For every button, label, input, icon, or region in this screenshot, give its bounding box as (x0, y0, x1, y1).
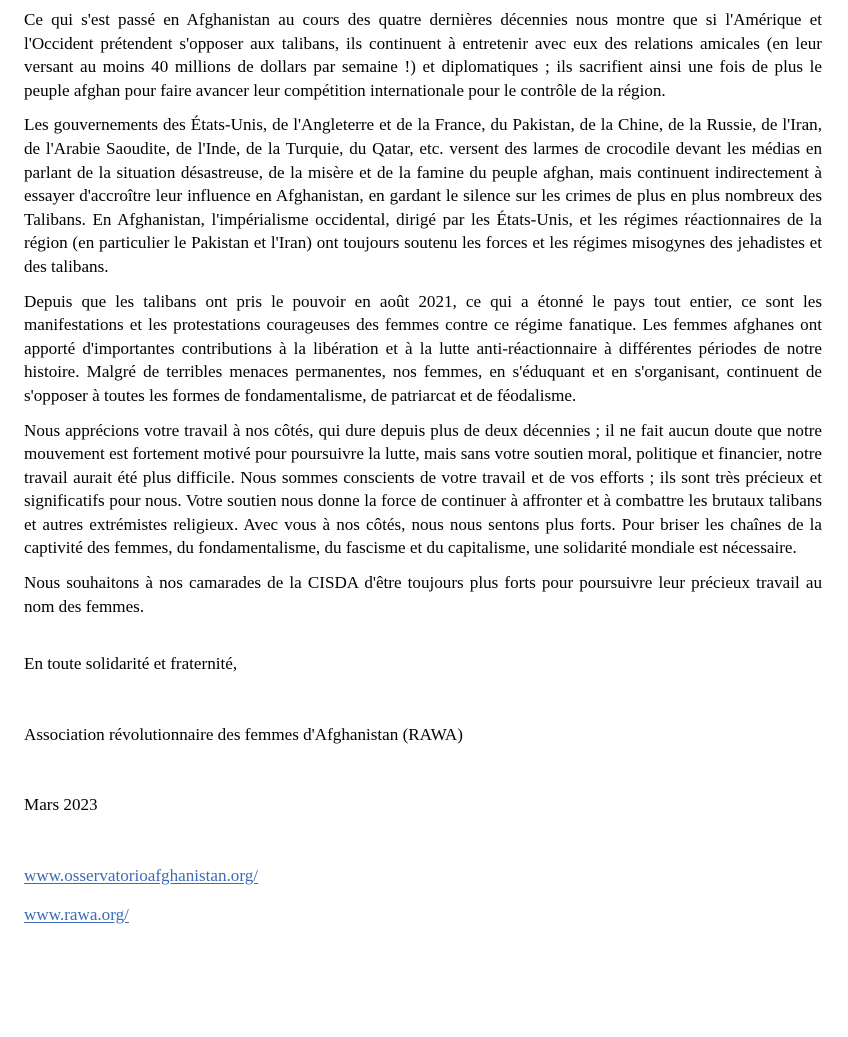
closing-date: Mars 2023 (24, 795, 98, 815)
link-line-osservatorio (24, 864, 822, 889)
link-line-rawa (24, 903, 822, 928)
paragraph-5: Nous souhaitons à nos camarades de la CISDA d'être toujours plus forts pour poursuivre leur précieux travail au nom des femmes. (24, 573, 822, 616)
closing-salutation: En toute solidarité et fraternité, (24, 654, 238, 674)
closing-block (24, 652, 822, 817)
link-rawa[interactable]: www.rawa.org/ (24, 904, 129, 924)
link-osservatorioafghanistan[interactable]: www.osservatorioafghanistan.org/ (24, 866, 259, 886)
closing-signature: Association révolutionnaire des femmes d'Afghanistan (RAWA) (24, 724, 463, 744)
paragraph-2: Les gouvernements des États-Unis, de l'Angleterre et de la France, du Pakistan, de la Chine, de la Russie, de l'Iran, de l'Arabie Saoudite, de l'Inde, de la Turquie, du Qatar, etc. versent des larmes de crocodile devant les médias en parlant de la situation désastreuse, de la misère et de la famine du peuple afghan, mais continuent indirectement à essayer d'accroître leur influence en Afghanistan, en gardant le silence sur les crimes de plus en plus nombreux des Talibans. En Afghanistan, l'impérialisme occidental, dirigé par les États-Unis, et les régimes réactionnaires de la région (en particulier le Pakistan et l'Iran) ont toujours soutenu les forces et les régimes misogynes des jehadistes et des talibans. (24, 115, 822, 276)
paragraph-3: Depuis que les talibans ont pris le pouvoir en août 2021, ce qui a étonné le pays tout entier, ce sont les manifestations et les protestations courageuses des femmes contre ce régime fanatique. Les femmes afghanes ont apporté d'importantes contributions à la libération et à la lutte anti-réactionnaire à différentes périodes de notre histoire. Malgré de terribles menaces permanentes, nos femmes, en s'éduquant et en s'organisant, continuent de s'opposer à toutes les formes de fondamentalisme, de patriarcat et de féodalisme. (24, 291, 822, 405)
paragraph-4: Nous apprécions votre travail à nos côtés, qui dure depuis plus de deux décennies ; il ne fait aucun doute que notre mouvement est fortement motivé pour poursuivre la lutte, mais sans votre soutien moral, politique et financier, notre travail aurait été plus difficile. Nous sommes conscients de votre travail et de vos efforts ; ils sont très précieux et significatifs pour nous. Votre soutien nous donne la force de continuer à affronter et à combattre les brutaux talibans et autres extrémistes religieux. Avec vous à nos côtés, nous nous sentons plus forts. Pour briser les chaînes de la captivité des femmes, du fondamentalisme, du fascisme et du capitalisme, une solidarité mondiale est nécessaire. (24, 420, 822, 558)
paragraph-1: Ce qui s'est passé en Afghanistan au cours des quatre dernières décennies nous montre que si l'Amérique et l'Occident prétendent s'opposer aux talibans, ils continuent à entretenir avec eux des relations amicales (en leur versant au moins 40 millions de dollars par semaine !) et diplomatiques ; ils sacrifient ainsi une fois de plus le peuple afghan pour faire avancer leur compétition internationale pour le contrôle de la région. (24, 10, 822, 100)
links-block (24, 864, 822, 927)
